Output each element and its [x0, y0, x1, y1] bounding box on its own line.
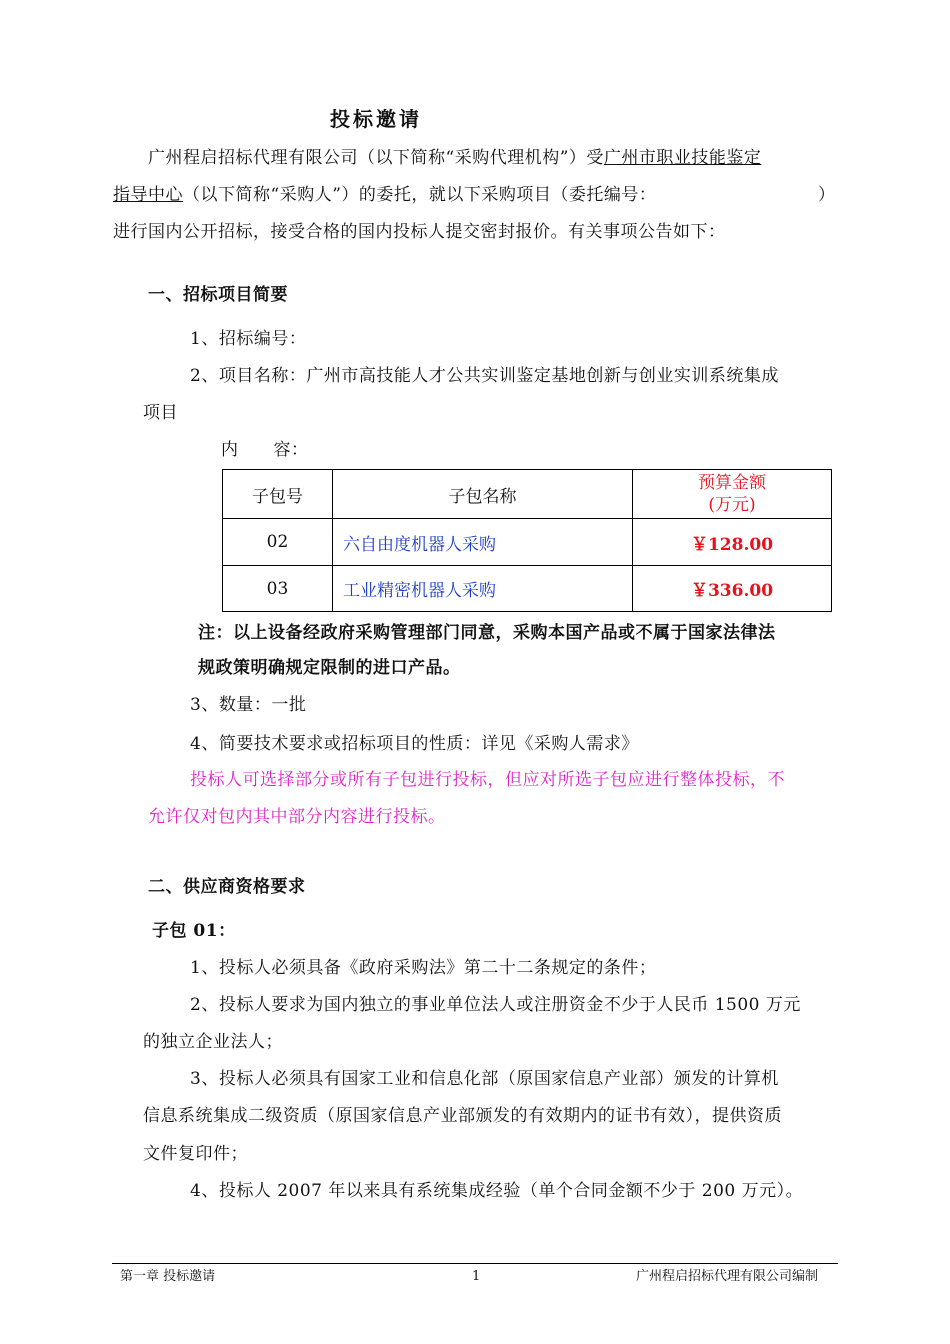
intro-text: 广州程启招标代理有限公司（以下简称“采购代理机构”）受	[148, 148, 604, 168]
budget-label: 预算金额	[698, 473, 766, 493]
intro-paren-close: ）	[818, 185, 836, 205]
budget-unit: (万元)	[708, 495, 756, 515]
item-3: 3、数量：一批	[190, 695, 307, 715]
section1-heading: 一、招标项目简要	[148, 285, 288, 305]
requirement-3: 3、投标人必须具有国家工业和信息化部（原国家信息产业部）颁发的计算机	[190, 1069, 779, 1089]
purchaser-link: 广州市职业技能鉴定	[603, 148, 762, 168]
purchaser-link-cont: 指导中心	[113, 185, 183, 205]
package-name: 六自由度机器人采购	[333, 519, 633, 566]
footer-page-number: 1	[472, 1269, 481, 1284]
package-name: 工业精密机器人采购	[333, 566, 633, 612]
requirement-2: 2、投标人要求为国内独立的事业单位法人或注册资金不少于人民币 1500 万元	[190, 995, 801, 1015]
item-2: 2、项目名称：广州市高技能人才公共实训鉴定基地创新与创业实训系统集成	[190, 366, 779, 386]
section2-heading: 二、供应商资格要求	[148, 877, 306, 897]
intro-text: （以下简称“采购人”）的委托，就以下采购项目（委托编号：	[183, 185, 657, 205]
note-line-2: 规政策明确规定限制的进口产品。	[198, 658, 461, 678]
subpackage-heading: 子包 01：	[152, 921, 236, 941]
intro-line-2	[113, 184, 656, 206]
bidding-note-line-1: 投标人可选择部分或所有子包进行投标，但应对所选子包应进行整体投标，不	[190, 770, 785, 790]
footer-divider	[112, 1263, 838, 1264]
bidding-note-line-2: 允许仅对包内其中部分内容进行投标。	[148, 807, 446, 827]
package-budget: ￥336.00	[633, 566, 832, 612]
package-id: 02	[223, 519, 333, 566]
footer-chapter: 第一章 投标邀请	[120, 1269, 216, 1284]
package-table	[222, 469, 832, 612]
table-header-row	[223, 470, 832, 519]
package-budget: ￥128.00	[633, 519, 832, 566]
note-line-1: 注：以上设备经政府采购管理部门同意，采购本国产品或不属于国家法律法	[198, 623, 776, 643]
requirement-2-cont: 的独立企业法人；	[143, 1032, 283, 1052]
intro-line-1	[148, 147, 761, 169]
header-budget	[633, 470, 832, 519]
table-row	[223, 519, 832, 566]
requirement-1: 1、投标人必须具备《政府采购法》第二十二条规定的条件；	[190, 958, 657, 978]
requirement-3-cont2: 文件复印件；	[143, 1144, 248, 1164]
intro-line-3: 进行国内公开招标，接受合格的国内投标人提交密封报价。有关事项公告如下：	[113, 222, 726, 242]
requirement-4: 4、投标人 2007 年以来具有系统集成经验（单个合同金额不少于 200 万元）。	[190, 1181, 804, 1201]
table-row	[223, 566, 832, 612]
item-2-cont: 项目	[143, 403, 178, 423]
requirement-3-cont: 信息系统集成二级资质（原国家信息产业部颁发的有效期内的证书有效），提供资质	[143, 1106, 782, 1126]
header-package-id: 子包号	[223, 470, 333, 519]
page-title: 投标邀请	[330, 107, 422, 131]
header-package-name: 子包名称	[333, 470, 633, 519]
content-label: 内 容：	[221, 440, 309, 460]
item-4: 4、简要技术要求或招标项目的性质：详见《采购人需求》	[190, 734, 639, 754]
footer-company: 广州程启招标代理有限公司编制	[636, 1269, 819, 1284]
package-id: 03	[223, 566, 333, 612]
item-1: 1、招标编号：	[190, 329, 307, 349]
